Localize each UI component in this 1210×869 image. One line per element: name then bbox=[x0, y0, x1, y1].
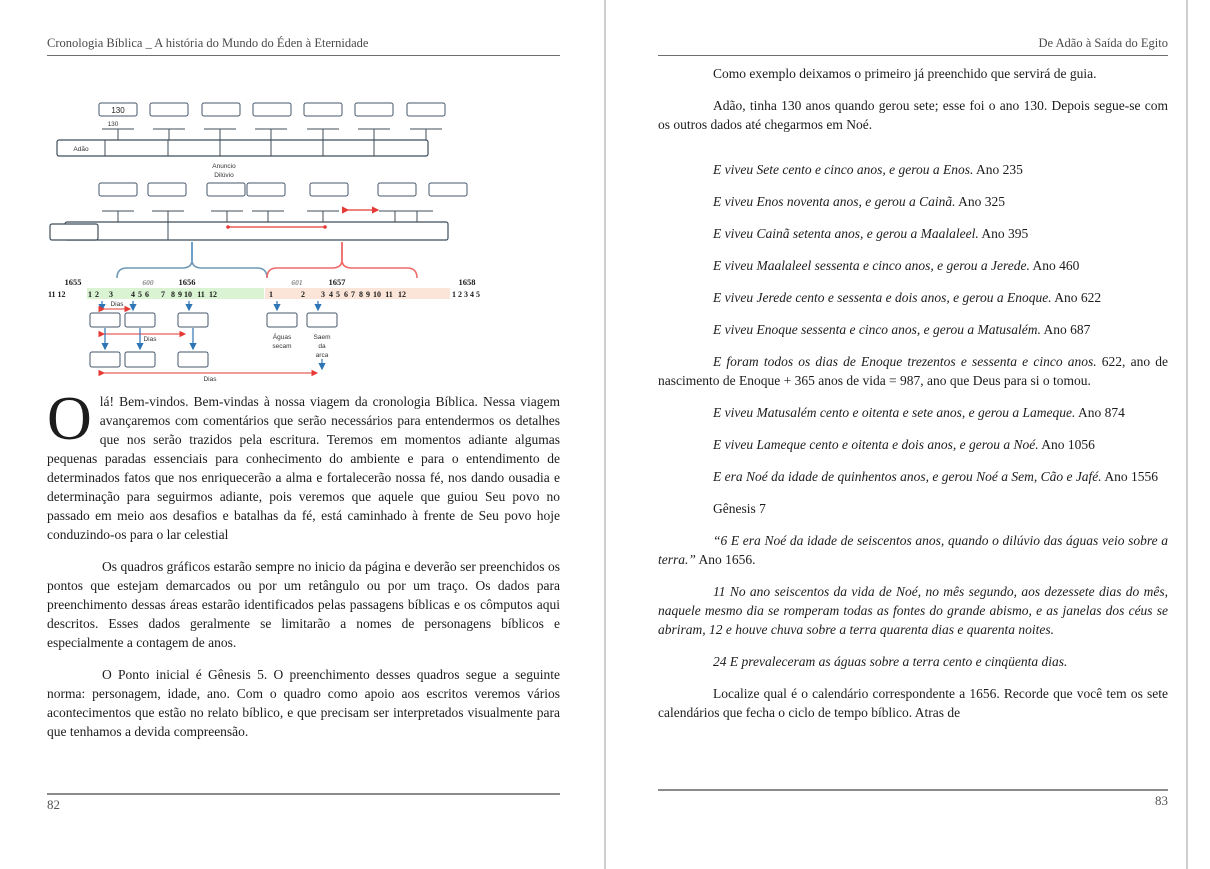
rp-paragraph-last: Localize qual é o calendário correspondente a 1656. Recorde que você tem os sete calendários que fecha o ciclo de tempo bíblico. Atras de bbox=[658, 686, 1168, 720]
right-page-footer bbox=[658, 789, 1168, 809]
quote-genesis-7-6: “6 E era Noé da idade de seiscentos anos, quando o dilúvio das águas veio sobre a terra.” Ano 1656. bbox=[658, 533, 1168, 567]
svg-text:4: 4 bbox=[131, 290, 135, 299]
day-boxes-row-2 bbox=[90, 352, 208, 367]
months-post: 1 2 3 4 5 bbox=[452, 290, 480, 299]
svg-text:9: 9 bbox=[366, 290, 370, 299]
svg-text:10: 10 bbox=[184, 290, 192, 299]
paragraph-3: O Ponto inicial é Gênesis 5. O preenchimento desses quadros segue a seguinte norma: personagem, idade, ano. Com o quadro como apoio aos escritos veremos vários acontecimentos que estão no relato bíblico, e que precisam ser interpretados visualmente para que tenhamos a devida compreensão. bbox=[47, 667, 560, 739]
quote-enos: E viveu Sete cento e cinco anos, e gerou a Enos. Ano 235 bbox=[713, 162, 1023, 177]
months-pre: 11 12 bbox=[48, 290, 66, 299]
svg-text:5: 5 bbox=[336, 290, 340, 299]
green-calendar-strip bbox=[87, 288, 264, 299]
paragraph-2: Os quadros gráficos estarão sempre no inicio da página e deverão ser preenchidos os pontos que estejam demarcados ou por um retângulo ou por um traço. Os dados para preenchimento dessas áreas estarão identificados pelas passagens bíblicas e os cômputos aqui descritos. Esses dados geralmente se limitarão a nomes de personagens bíblicos e especialmente a contagem de anos. bbox=[47, 559, 560, 650]
svg-text:1: 1 bbox=[88, 290, 92, 299]
chronology-diagram bbox=[40, 88, 560, 388]
svg-text:8: 8 bbox=[171, 290, 175, 299]
svg-text:1: 1 bbox=[269, 290, 273, 299]
quote-noe: E viveu Lameque cento e oitenta e dois anos, e gerou a Noé. Ano 1056 bbox=[713, 437, 1095, 452]
svg-text:5: 5 bbox=[138, 290, 142, 299]
dropcap-letter: O bbox=[47, 385, 92, 453]
svg-text:6: 6 bbox=[145, 290, 149, 299]
svg-text:2: 2 bbox=[95, 290, 99, 299]
right-page-header: De Adão à Saída do Egito bbox=[658, 36, 1168, 56]
timeline-a-tick-marks bbox=[102, 129, 442, 140]
svg-text:8: 8 bbox=[359, 290, 363, 299]
page-divider bbox=[604, 0, 606, 869]
rp-paragraph-2: Adão, tinha 130 anos quando gerou sete; esse foi o ano 130. Depois segue-se com os outros dados até chegarmos em Noé. bbox=[658, 98, 1168, 132]
quote-jerede: E viveu Maalaleel sessenta e cinco anos, e gerou a Jerede. Ano 460 bbox=[713, 258, 1080, 273]
saem-da-arca-line2: da bbox=[318, 343, 326, 350]
svg-text:6: 6 bbox=[344, 290, 348, 299]
quote-genesis-7-11: 11 No ano seiscentos da vida de Noé, no mês segundo, aos dezessete dias do mês, naquele mesmo dia se romperam todas as fontes do grande abismo, e as janelas dos céus se abriram, 12 e houve chuva sobre a terra quarenta dias e quarenta noites. bbox=[658, 584, 1168, 637]
timeline-b-tick-marks bbox=[102, 211, 433, 222]
year-601: 601 bbox=[291, 278, 303, 287]
anuncio-diluvio-line1: Anuncio bbox=[212, 163, 236, 170]
dias-label-2: Dias bbox=[143, 336, 157, 343]
quote-maalaleel: E viveu Cainã setenta anos, e gerou a Maalaleel. Ano 395 bbox=[713, 226, 1029, 241]
generation-boxes-row-2 bbox=[99, 183, 467, 196]
day-boxes-row-1 bbox=[90, 313, 337, 327]
svg-text:12: 12 bbox=[209, 290, 217, 299]
pink-calendar-strip bbox=[265, 288, 450, 299]
saem-da-arca-line1: Saem bbox=[313, 334, 331, 341]
paragraph-dropcap bbox=[47, 385, 560, 544]
quote-matusalem: E viveu Enoque sessenta e cinco anos, e gerou a Matusalém. Ano 687 bbox=[713, 322, 1091, 337]
svg-text:3: 3 bbox=[109, 290, 113, 299]
blue-year-brace bbox=[117, 260, 267, 278]
timeline-bar-adao bbox=[57, 140, 428, 156]
svg-text:10: 10 bbox=[373, 290, 381, 299]
red-year-brace bbox=[267, 260, 417, 278]
aguas-secam-line1: Águas bbox=[272, 334, 292, 341]
svg-text:12: 12 bbox=[398, 290, 406, 299]
anuncio-diluvio-line2: Dilúvio bbox=[214, 172, 234, 179]
year-1656: 1656 bbox=[178, 277, 196, 287]
timeline-bar-b bbox=[50, 222, 448, 240]
left-page-number: 82 bbox=[47, 797, 60, 812]
dias-label-3: Dias bbox=[203, 376, 217, 383]
right-page-body bbox=[658, 64, 1168, 735]
left-page-header: Cronologia Bíblica _ A história do Mundo do Éden à Eternidade bbox=[47, 36, 560, 56]
quote-dias-enoque: E foram todos os dias de Enoque trezentos e sessenta e cinco anos. 622, ano de nascimento de Enoque + 365 anos de vida = 987, ano que Deus para si o tomou. bbox=[658, 354, 1168, 388]
aguas-secam-line2: secam bbox=[272, 343, 292, 350]
year-1658: 1658 bbox=[458, 277, 476, 287]
svg-text:7: 7 bbox=[351, 290, 355, 299]
left-page-footer bbox=[47, 793, 560, 813]
quote-lameque: E viveu Matusalém cento e oitenta e sete anos, e gerou a Lameque. Ano 874 bbox=[713, 405, 1125, 420]
quote-sem-cao-jafe: E era Noé da idade de quinhentos anos, e gerou Noé a Sem, Cão e Jafé. Ano 1556 bbox=[713, 469, 1158, 484]
generation-boxes-row-1 bbox=[99, 103, 445, 116]
adao-label: Adão bbox=[73, 146, 89, 153]
dias-label-1: Dias bbox=[110, 301, 124, 308]
rp-paragraph-1: Como exemplo deixamos o primeiro já preenchido que servirá de guia. bbox=[713, 66, 1097, 81]
genesis-7-heading: Gênesis 7 bbox=[713, 501, 766, 516]
age-130-box-value: 130 bbox=[111, 106, 125, 115]
tick-130-label: 130 bbox=[107, 121, 119, 128]
year-1657: 1657 bbox=[328, 277, 346, 287]
left-page-body bbox=[47, 385, 560, 754]
quote-caina: E viveu Enos noventa anos, e gerou a Cainã. Ano 325 bbox=[713, 194, 1005, 209]
svg-text:9: 9 bbox=[178, 290, 182, 299]
svg-text:7: 7 bbox=[161, 290, 165, 299]
year-600: 600 bbox=[142, 278, 154, 287]
svg-text:11: 11 bbox=[197, 290, 205, 299]
svg-text:4: 4 bbox=[329, 290, 333, 299]
right-page-number: 83 bbox=[1155, 793, 1168, 808]
paragraph-1-text: lá! Bem-vindos. Bem-vindas à nossa viagem da cronologia Bíblica. Nessa viagem avançaremos com comentários que serão necessários para entendermos os detalhes que nos serão trazidos pela escritura. Teremos em momentos adiante algumas pequenas paradas essenciais para conhecimento do ambiente e para o entendimento de determinados fatos que nos enriquecerão a alma e fortalecerão nossa fé, nos dando ousadia e determinação para seguirmos adiante, pois veremos que aquele que guiou Seu povo no passado em meio aos desafios e batalhas da fé, está caminhado à frente de Seu povo hoje conduzindo-os para o lar celestial bbox=[47, 394, 560, 542]
svg-text:3: 3 bbox=[321, 290, 325, 299]
right-edge-divider bbox=[1186, 0, 1188, 869]
quote-enoque: E viveu Jerede cento e sessenta e dois anos, e gerou a Enoque. Ano 622 bbox=[713, 290, 1102, 305]
genealogy-quotes bbox=[658, 160, 1168, 671]
year-1655: 1655 bbox=[64, 277, 82, 287]
svg-text:2: 2 bbox=[301, 290, 305, 299]
svg-text:11: 11 bbox=[385, 290, 393, 299]
saem-da-arca-line3: arca bbox=[315, 352, 329, 359]
quote-genesis-7-24: 24 E prevaleceram as águas sobre a terra cento e cinqüenta dias. bbox=[713, 654, 1068, 669]
blue-down-arrows-1 bbox=[102, 301, 318, 310]
